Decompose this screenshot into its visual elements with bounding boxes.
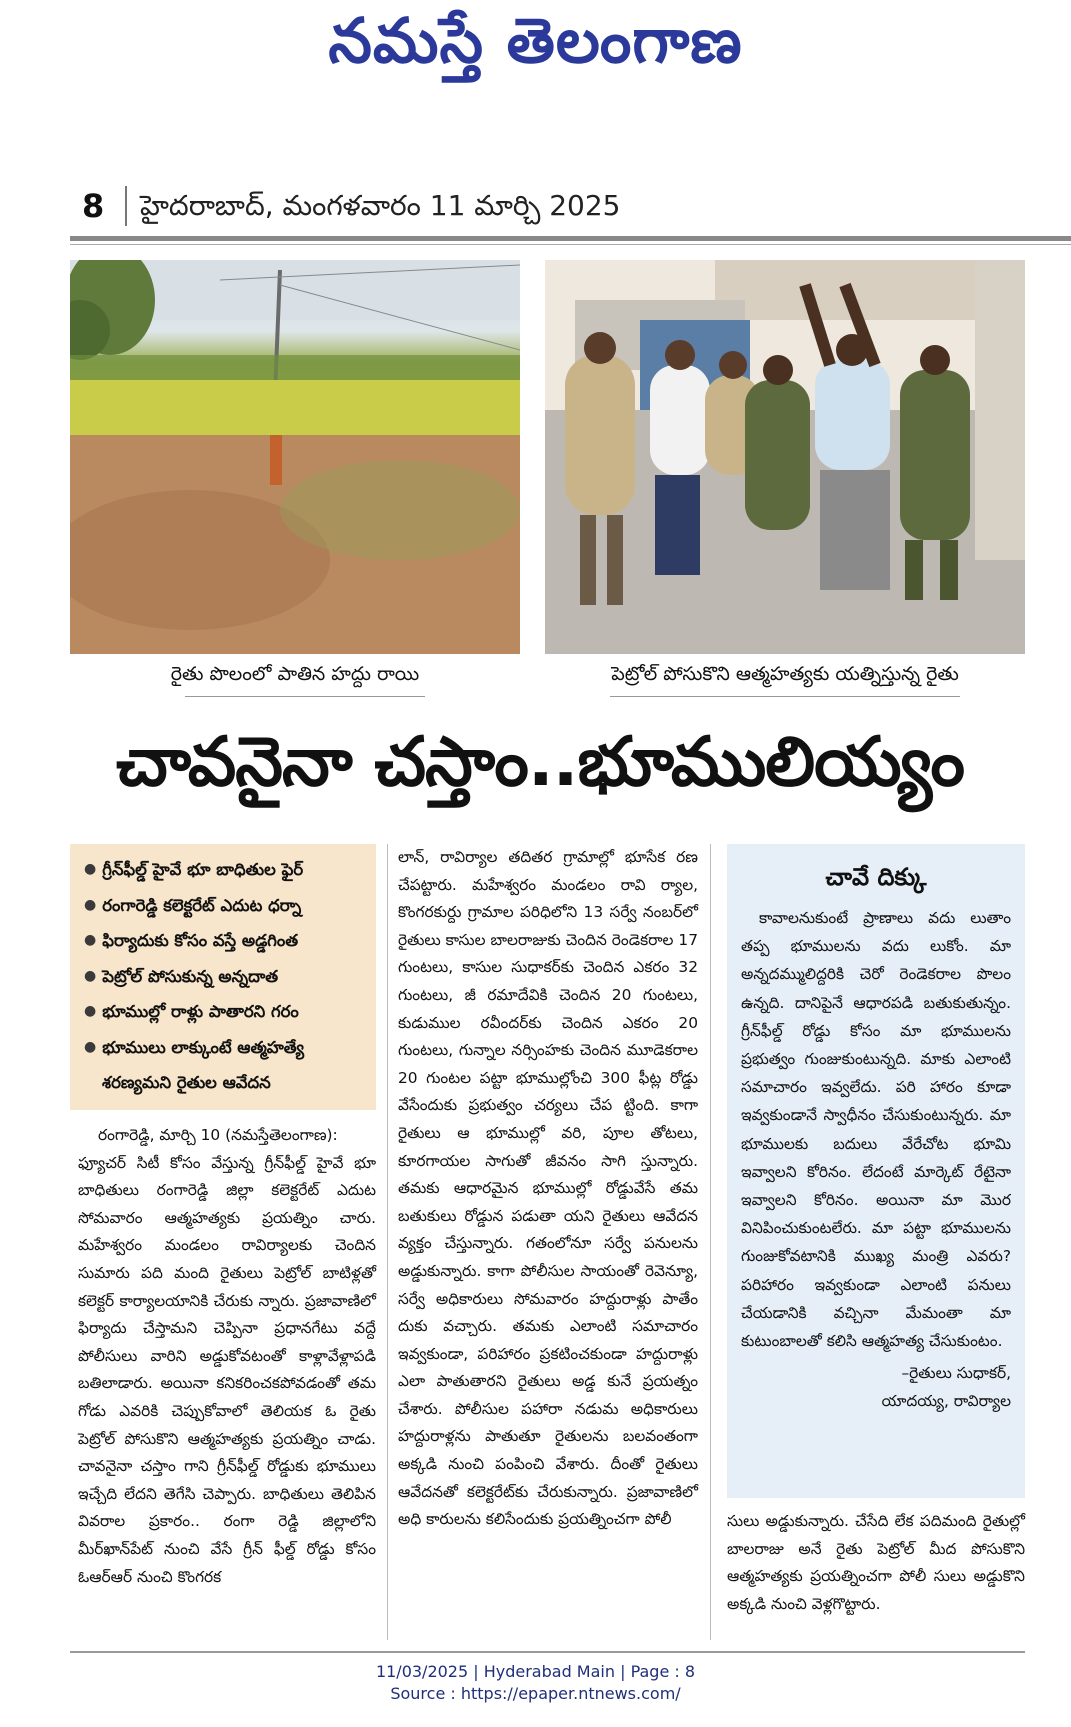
bullet-icon: ●	[84, 1003, 97, 1019]
highlight-item: ● పెట్రోల్ పోసుకున్న అన్నదాత	[84, 959, 370, 995]
highlights-box	[70, 844, 376, 1110]
highlight-item: ● గ్రీన్‌ఫీల్డ్ హైవే భూ బాధితుల ఫైర్	[84, 852, 370, 888]
bullet-icon: ●	[84, 1038, 97, 1055]
article-column-2	[398, 844, 698, 1534]
highlight-item-continuation: శరణ్యమని రైతుల ఆవేదన	[102, 1073, 271, 1092]
field-photo-drawing	[70, 260, 520, 654]
caption-underline-left	[185, 696, 425, 697]
page-dateline: హైదరాబాద్, మంగళవారం 11 మార్చి 2025	[140, 189, 621, 222]
highlight-item: ● భూములు లాక్కుంటే ఆత్మహత్యే	[84, 1030, 370, 1066]
bottom-rule	[70, 1651, 1025, 1653]
protest-photo-drawing	[545, 260, 1025, 654]
article-column-3-tail: సులు అడ్డుకున్నారు. చేసేది లేక పదిమంది రైతుల్లో బాలరాజు అనే రైతు పెట్రోల్ మీద పోసుకొని ఆత్మహత్యకు ప్రయత్నించగా పోలీ సులు అడ్డుకొని అక్కడి నుంచి వెళ్లగొట్టారు.	[727, 1512, 1025, 1613]
sidebar-body: కావాలనుకుంటే ప్రాణాలు వదు లుతాం తప్ప భూములను వదు లుకోం. మా అన్నదమ్ములిద్దరికి చెరో రెండెకరాల పొలం ఉన్నది. దానిపైనే ఆధారపడి బతుకుతున్నం. గ్రీన్‌ఫీల్డ్ రోడ్డు కోసం మా భూములను ప్రభుత్వం గుంజుకుంటున్నది. మాకు ఎలాంటి సమాచారం ఇవ్వలేదు. పరి హారం కూడా ఇవ్వకుండానే స్వాధీనం చేసుకుంటున్నరు. మా భూములకు బదులు వేరేచోట భూమి ఇవ్వాలని కోరినం. లేదంటే మార్కెట్ రేటైనా ఇవ్వాలని కోరినం. అయినా మా మొర వినిపించుకుంటలేరు. మా పట్టా భూములను గుంజుకోవటానికి ముఖ్య మంత్రి ఎవరు? పరిహారం ఇవ్వకుండా ఎలాంటి పనులు చేయడానికి వచ్చినా మేమంతా మా కుటుంబాలతో కలిసి ఆత్మహత్య చేసుకుంటం.	[741, 909, 1011, 1351]
column-divider	[387, 844, 388, 1640]
article-dateline: రంగారెడ్డి, మార్చి 10 (నమస్తేతెలంగాణ):	[98, 1126, 338, 1144]
highlight-item: ● రంగారెడ్డి కలెక్టరేట్ ఎదుట ధర్నా	[84, 888, 370, 924]
header-rule	[70, 236, 1071, 241]
field-boundary-stone-photo	[70, 260, 520, 654]
signature-line: యాదయ్య, రావిర్యాల	[881, 1392, 1011, 1411]
page-number: 8	[82, 187, 105, 225]
header-separator	[125, 186, 127, 226]
masthead-title: నమస్తే తెలంగాణ	[328, 3, 743, 77]
masthead	[0, 0, 1071, 95]
article-column-1	[78, 1122, 376, 1591]
quote-sidebar-box	[727, 844, 1025, 1498]
highlight-item: ● ఫిర్యాదుకు కోసం వస్తే అడ్డగింత	[84, 923, 370, 959]
footer-source-line: Source : https://epaper.ntnews.com/	[390, 1684, 681, 1703]
bullet-icon: ●	[84, 967, 97, 984]
main-headline: చావనైనా చస్తాం..భూములియ్యం	[116, 723, 964, 802]
signature-line: –రైతులు సుధాకర్,	[901, 1364, 1011, 1383]
bullet-icon: ●	[84, 932, 97, 948]
sidebar-signature	[741, 1359, 1011, 1415]
article-body-col2: లాన్, రావిర్యాల తదితర గ్రామాల్లో భూసేక రణ చేపట్టారు. మహేశ్వరం మండలం రావి ర్యాల, కొంగరకుర్దు గ్రామాల పరిధిలోని 13 సర్వే నంబర్‌లో రైతులు కాసుల బాలరాజుకు చెందిన రెండెకరాల 17 గుంటలు, కాసుల సుధాకర్‌కు చెందిన ఎకరం 32 గుంటలు, జీ రమాదేవికి చెందిన 20 గుంటలు, కుడుముల రవీందర్‌కు చెందిన ఎకరం 20 గుంటలు, గున్నాల నర్సింహకు చెందిన మూడెకరాల 20 గుంటల పట్టా భూముల్లోంచి 300 ఫీట్ల రోడ్డు వేసేందుకు ప్రభుత్వం చర్యలు చేప ట్టింది. కాగా రైతులు ఆ భూముల్లో వరి, పూల తోటలు, కూరగాయల సాగుతో జీవనం సాగి స్తున్నారు. తమకు ఆధారమైన భూముల్లో రోడ్డువేసే తమ బతుకులు రోడ్డున పడుతా యని రైతులు ఆవేదన వ్యక్తం చేస్తున్నారు. గతంలోనూ సర్వే పనులను అడ్డుకున్నారు. కాగా పోలీసుల సాయంతో రెవెన్యూ, సర్వే అధికారులు సోమవారం హద్దురాళ్లు పాతేం దుకు వచ్చారు. తమకు ఎలాంటి సమాచారం ఇవ్వకుండా, పరిహారం ప్రకటించకుండా హద్దురాళ్లు ఎలా పాతుతారని రైతులు అడ్డ కునే ప్రయత్నం చేశారు. పోలీసుల పహారా నడుమ అధికారులు హద్దురాళ్లను పాతుతూ రైతులను బలవంతంగా అక్కడి నుంచి పంపించి వేశారు. దీంతో రైతులు ఆవేదనతో కలెక్టరేట్‌కు చేరుకున్నారు. ప్రజావాణిలో అధి కారులను కలిసేందుకు ప్రయత్నించగా పోలీ	[398, 848, 698, 1529]
photo-caption-left: రైతు పొలంలో పాతిన హద్దు రాయి	[170, 663, 420, 685]
footer-edition-line: 11/03/2025 | Hyderabad Main | Page : 8	[375, 1662, 696, 1681]
highlight-item: ● భూముల్లో రాళ్లు పాతారని గరం	[84, 994, 370, 1030]
sidebar-title: చావే దిక్కు	[825, 863, 927, 891]
article-body-col1: ఫ్యూచర్ సిటీ కోసం వేస్తున్న గ్రీన్‌ఫీల్డ్ హైవే భూ బాధితులు రంగారెడ్డి జిల్లా కలెక్టరేట్ ఎదుట సోమవారం ఆత్మహత్యకు ప్రయత్నిం చారు. మహేశ్వరం మండలం రావిర్యాలకు చెందిన సుమారు పది మంది రైతులు పెట్రోల్ బాటిళ్లతో కలెక్టర్ కార్యాలయానికి చేరుకు న్నారు. ప్రజావాణిలో ఫిర్యాదు చేస్తామని చెప్పినా ప్రధానగేటు వద్దే పోలీసులు వారిని అడ్డుకోవటంతో కాళ్లావేళ్లాపడి బతిలాడారు. అయినా కనికరించకపోవడంతో తమ గోడు ఎవరికి చెప్పుకోవాలో తెలియక ఓ రైతు పెట్రోల్ పోసుకొని ఆత్మహత్యకు ప్రయత్నిం చాడు. చావనైనా చస్తాం గాని గ్రీన్‌ఫీల్డ్ రోడ్డుకు భూములు ఇచ్చేది లేదని తెగేసి చెప్పారు. బాధితులు తెలిపిన వివరాల ప్రకారం.. రంగా రెడ్డి జిల్లాలోని మీర్‌ఖాన్‌పేట్ నుంచి వేసే గ్రీన్ ఫీల్డ్ రోడ్డు కోసం ఓఆర్ఆర్ నుంచి కొంగరక	[78, 1153, 376, 1586]
farmer-protest-photo	[545, 260, 1025, 654]
bullet-icon: ●	[84, 861, 97, 877]
header-rule-thin	[70, 244, 1071, 245]
bullet-icon: ●	[84, 896, 97, 913]
photo-caption-right: పెట్రోల్ పోసుకొని ఆత్మహత్యకు యత్నిస్తున్న రైతు	[611, 663, 959, 685]
caption-underline-right	[610, 696, 960, 697]
column-divider	[710, 844, 711, 1640]
